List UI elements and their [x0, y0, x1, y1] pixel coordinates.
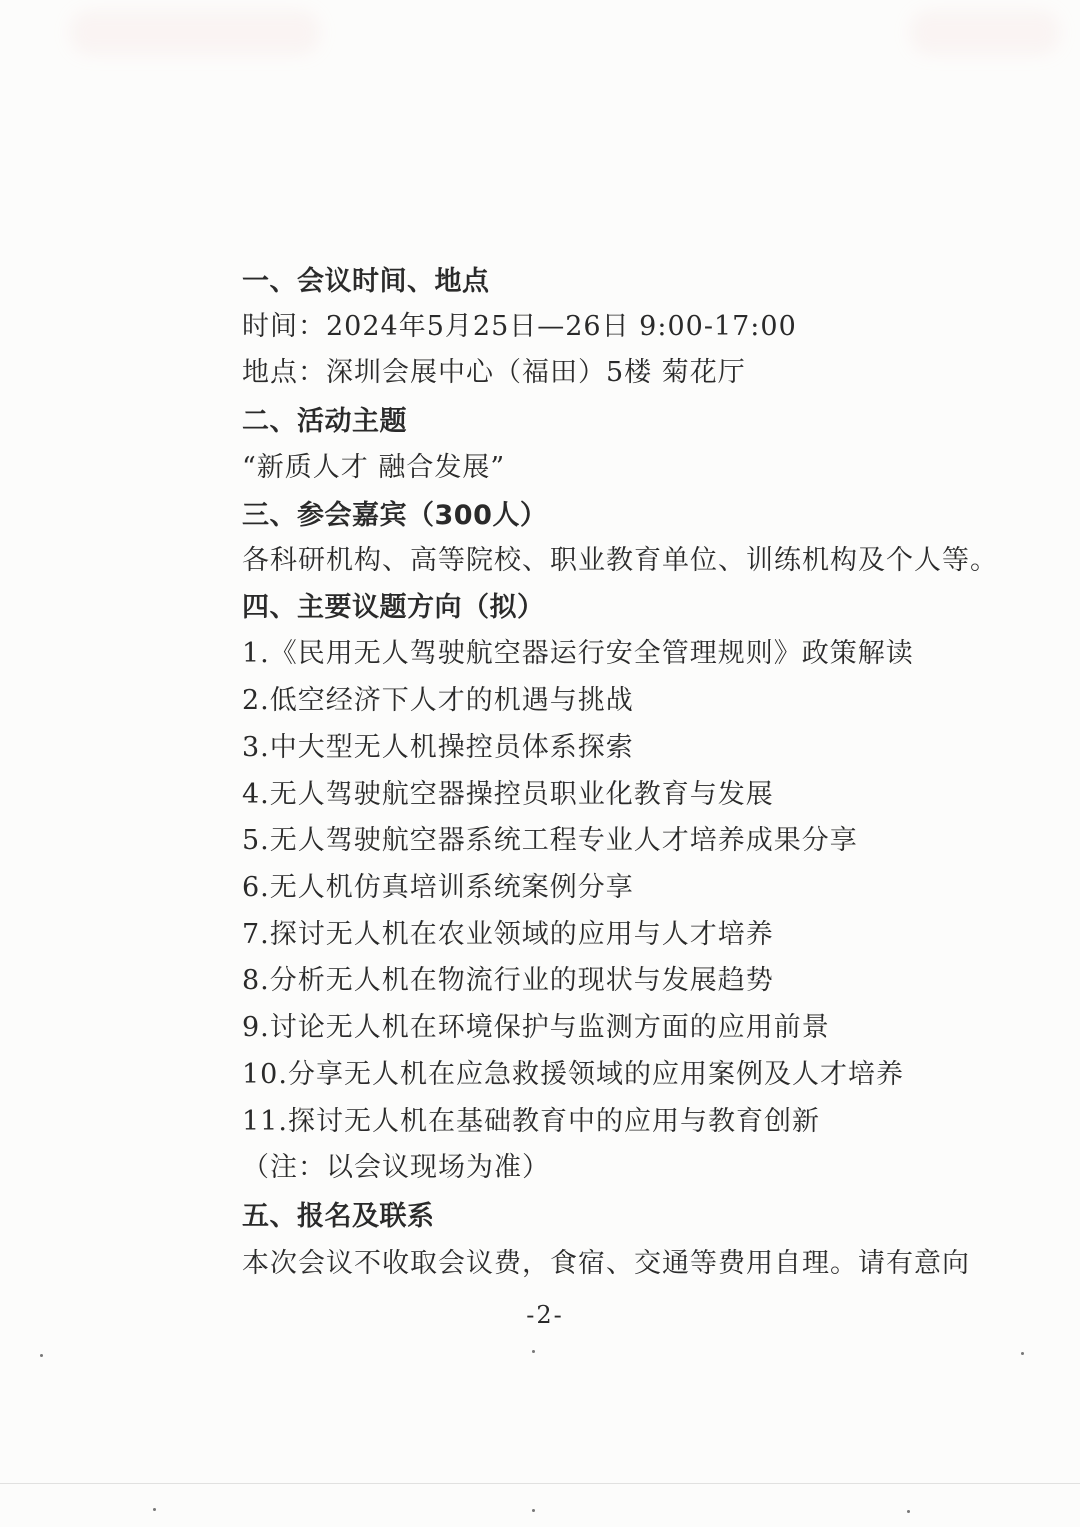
topic-item: 2.低空经济下人才的机遇与挑战 [242, 685, 634, 716]
section-heading: 四、主要议题方向（拟） [242, 592, 545, 623]
scan-dot [907, 1510, 910, 1513]
topic-item: 4.无人驾驶航空器操控员职业化教育与发展 [242, 779, 774, 810]
section-heading: 三、参会嘉宾（300人） [242, 500, 548, 531]
page-number: -2- [526, 1301, 564, 1329]
guest-description: 各科研机构、高等院校、职业教育单位、训练机构及个人等。 [242, 545, 998, 576]
scan-smudge [910, 10, 1060, 55]
topic-item: 11.探讨无人机在基础教育中的应用与教育创新 [242, 1106, 820, 1137]
activity-theme: “新质人才 融合发展” [242, 452, 506, 483]
topic-item: 5.无人驾驶航空器系统工程专业人才培养成果分享 [242, 825, 858, 856]
scan-dot [1021, 1352, 1024, 1355]
topic-item: 3.中大型无人机操控员体系探索 [242, 732, 634, 763]
section-heading: 一、会议时间、地点 [242, 266, 490, 297]
scan-smudge [70, 10, 320, 55]
section-heading: 五、报名及联系 [242, 1201, 435, 1232]
registration-text: 本次会议不收取会议费，食宿、交通等费用自理。请有意向 [242, 1248, 970, 1279]
scan-dot [532, 1509, 535, 1512]
meeting-time: 时间：2024年5月25日—26日 9:00-17:00 [242, 311, 797, 342]
topic-item: 7.探讨无人机在农业领域的应用与人才培养 [242, 919, 774, 950]
topic-item: 8.分析无人机在物流行业的现状与发展趋势 [242, 965, 774, 996]
topic-item: 9.讨论无人机在环境保护与监测方面的应用前景 [242, 1012, 830, 1043]
scan-dot [153, 1508, 156, 1511]
topic-item: 1.《民用无人驾驶航空器运行安全管理规则》政策解读 [242, 638, 914, 669]
scan-dot [40, 1354, 43, 1357]
scan-edge [0, 1483, 1080, 1484]
topic-item: 10.分享无人机在应急救援领域的应用案例及人才培养 [242, 1059, 904, 1090]
scan-dot [532, 1350, 535, 1353]
meeting-location: 地点：深圳会展中心（福田）5楼 菊花厅 [242, 357, 746, 388]
section-heading: 二、活动主题 [242, 406, 407, 437]
topic-item: 6.无人机仿真培训系统案例分享 [242, 872, 634, 903]
note: （注：以会议现场为准） [242, 1152, 550, 1183]
